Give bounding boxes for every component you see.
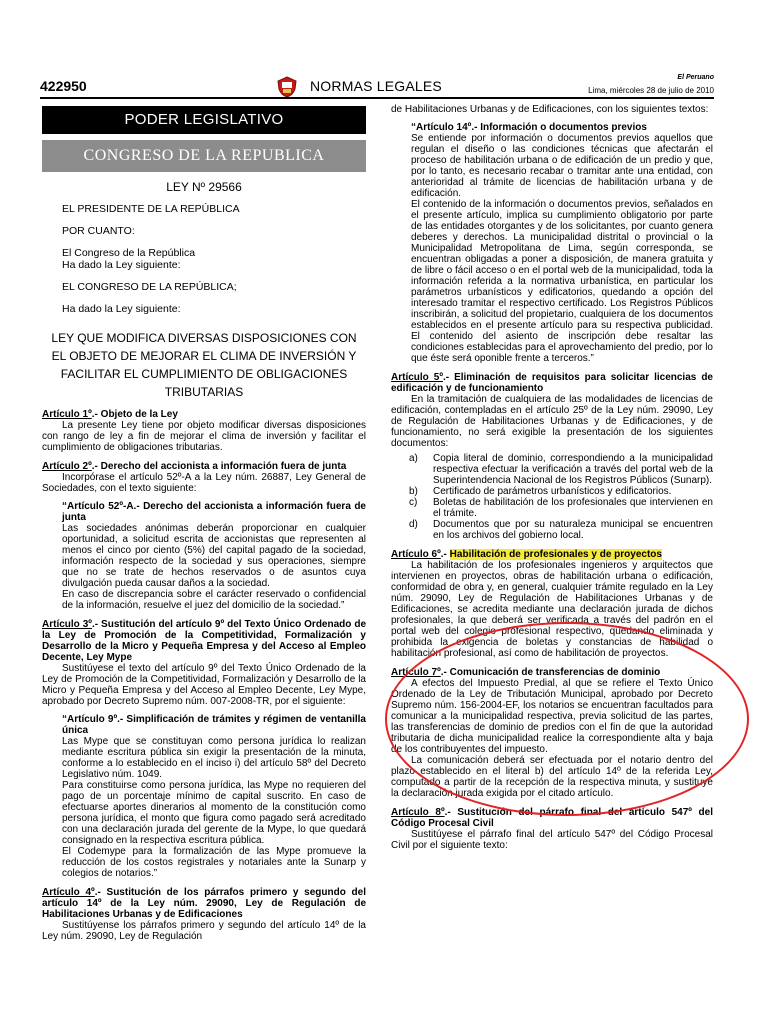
- article-4-text: Sustitúyense los párrafos primero y segundo del artículo 14º de la Ley núm. 29090, Ley de Regulación: [42, 920, 366, 942]
- article-8-label: Artículo 8º: [391, 807, 445, 818]
- article-5-label: Artículo 5º: [391, 372, 443, 383]
- article-3-text: Sustitúyese el texto del artículo 9º del Texto Único Ordenado de la Ley de Promoción de la Competitividad, Formalización y Desarrollo de la Micro y Pequeña Empresa y del Acceso al Empleo Decente, Ley Mype, aprobado por Decreto Supremo núm. 007-2008-TR, por el siguiente:: [42, 663, 366, 707]
- article-52a-paragraph-2: En caso de discrepancia sobre el carácter reservado o confidencial de la información, resuelve el juez del domicilio de la sociedad.”: [62, 589, 366, 611]
- ha-dado: Ha dado la Ley siguiente:: [62, 303, 181, 315]
- article-14-heading: “Artículo 14º.- Información o documentos previos: [411, 122, 647, 133]
- article-2-heading: [42, 461, 366, 472]
- article-1-title: .- Objeto de la Ley: [91, 409, 178, 420]
- congreso-caps: EL CONGRESO DE LA REPÚBLICA;: [62, 281, 237, 293]
- article-14-paragraph-1: Se entiende por información o documentos previos aquellos que regulan el diseño o las condiciones técnicas que afectarán el proceso de habilitación urbana o de edificación de un predio y que, por lo tanto, es necesario recabar o tramitar ante una entidad, con anterioridad al trámite de licencias de habilitación urbana y de edificación.: [411, 133, 713, 199]
- continuation-text: de Habilitaciones Urbanas y de Edificaciones, con los siguientes textos:: [391, 104, 709, 115]
- red-annotation-circle: [385, 622, 749, 816]
- article-3-label: Artículo 3º: [42, 619, 92, 630]
- article-4-title: .- Sustitución de los párrafos primero y segundo del artículo 14º de la Ley núm. 29090, Ley de Regulación de Habilitaciones Urbanas y de Edificaciones: [42, 887, 366, 920]
- article-9-paragraph-3: El Codemype para la formalización de las Mype promueve la reducción de los costos registrales y notariales ante la Sunarp y colegios de notarios.”: [62, 846, 366, 879]
- section-title: NORMAS LEGALES: [310, 78, 442, 94]
- article-7-label: Artículo 7º: [391, 667, 441, 678]
- article-5-title: .- Eliminación de requisitos para solicitar licencias de edificación y de funcionamiento: [391, 372, 713, 394]
- article-5-heading: [391, 372, 713, 394]
- page-number: 422950: [40, 78, 87, 94]
- article-9-paragraph-1: Las Mype que se constituyan como persona jurídica lo realizan mediante escritura pública sin exigir la presentación de la minuta, conforme a lo establecido en el inciso i) del artículo 58º del Decreto Legislativo núm. 1049.: [62, 736, 366, 780]
- article-1-label: Artículo 1º: [42, 409, 92, 420]
- article-2-label: Artículo 2º: [42, 461, 92, 472]
- por-cuanto: POR CUANTO:: [62, 225, 135, 237]
- congreso-line-2: Ha dado la Ley siguiente:: [62, 259, 181, 271]
- article-3-title: .- Sustitución del artículo 9º del Texto Único Ordenado de la Ley de Promoción de la Competitividad, Formalización y Desarrollo de la Micro y Pequeña Empresa y del Acceso al Empleo Decente, Ley Mype: [42, 619, 367, 663]
- article-1-heading: [42, 409, 366, 420]
- article-4-heading: [42, 887, 366, 920]
- article-7-title: .- Comunicación de transferencias de dominio: [440, 667, 661, 678]
- article-5-list: [409, 453, 713, 541]
- list-item: d) Documentos que por su naturaleza municipal se encuentren en los archivos del gobierno local.: [409, 519, 713, 541]
- section-banner: PODER LEGISLATIVO: [42, 106, 366, 134]
- article-4-label: Artículo 4º: [42, 887, 95, 898]
- list-item: b) Certificado de parámetros urbanísticos y edificatorios.: [409, 486, 672, 497]
- article-52a-quote: [42, 501, 366, 611]
- newspaper-name: El Peruano: [677, 74, 714, 81]
- article-8-text: Sustitúyese el párrafo final del artículo 547º del Código Procesal Civil por el siguiente texto:: [391, 829, 713, 851]
- article-6-separator: .-: [440, 549, 450, 560]
- article-9-paragraph-2: Para constituirse como persona jurídica, las Mype no requieren del pago de un porcentaje mínimo de capital suscrito. En caso de efectuarse aportes dinerarios al momento de la constitución como persona jurídica, el monto que figura como pagado será acreditado con una declaración jurada del gerente de la Mype, lo que quedará consignado en la respectiva escritura pública.: [62, 780, 366, 846]
- left-column: [42, 104, 366, 942]
- article-6-label: Artículo 6º: [391, 549, 441, 560]
- president-line: EL PRESIDENTE DE LA REPÚBLICA: [62, 203, 240, 215]
- article-52a-heading: “Artículo 52º-A.- Derecho del accionista a información fuera de junta: [62, 501, 366, 523]
- congreso-line-1: El Congreso de la República: [62, 247, 196, 259]
- article-6-heading: [391, 549, 713, 560]
- article-14-paragraph-2: El contenido de la información o documentos previos, señalados en el presente artículo, implica su cumplimiento obligatorio por parte de las entidades otorgantes y de los solicitantes, por cuanto genera deberes y derechos. La municipalidad distrital o provincial o la Municipalidad Metropolitana de Lima, según corresponda, se encuentran obligadas a poner a disposición, de manera gratuita y de libre o fácil acceso o en el portal web de la municipalidad, toda la información referida a la normativa urbanística, en particular los parámetros urbanísticos y edificatorios, quedando a opción del interesado tramitar el respectivo certificado. Los Registros Públicos inscribirán, a solicitud del propietario, cualquiera de los documentos establecidos en el presente artículo para su respectiva publicidad. El contenido del asiento de inscripción debe resaltar las condiciones establecidas para el aprovechamiento del predio, por lo que éste será oponible frente a terceros.”: [411, 199, 713, 364]
- issue-date: Lima, miércoles 28 de julio de 2010: [588, 86, 714, 95]
- article-8-title: .- Sustitución del párrafo final del artículo 547º del Código Procesal Civil: [391, 807, 713, 829]
- article-2-text: Incorpórase el artículo 52º-A a la Ley núm. 26887, Ley General de Sociedades, con el texto siguiente:: [42, 472, 366, 494]
- list-item: c) Boletas de habilitación de los profesionales que intervienen en el trámite.: [409, 497, 713, 519]
- law-number: LEY Nº 29566: [166, 180, 242, 194]
- coat-of-arms-icon: [276, 76, 298, 98]
- article-52a-paragraph-1: Las sociedades anónimas deberán proporcionar en cualquier oportunidad, a solicitud escrita de accionistas que representen al menos el cinco por ciento (5%) del capital pagado de la sociedad, información respecto de la sociedad y sus operaciones, siempre que no se trate de hechos reservados o de asuntos cuya divulgación pueda causar daños a la sociedad.: [62, 523, 366, 589]
- article-6-title-highlight: Habilitación de profesionales y de proyectos: [449, 549, 662, 560]
- article-7-paragraph-1: A efectos del Impuesto Predial, al que se refiere el Texto Único Ordenado de la Ley de Tributación Municipal, aprobado por Decreto Supremo núm. 156-2004-EF, los notarios se encuentran facultados para comunicar a la municipalidad respectiva, previa solicitud de las partes, las transferencias de dominio de predios con el fin de que la autoridad tributaria de dicha municipalidad realice la correspondiente alta y baja de los contribuyentes del impuesto.: [391, 678, 713, 755]
- article-14-quote: [391, 122, 713, 364]
- article-3-heading: [42, 619, 366, 663]
- law-title: LEY QUE MODIFICA DIVERSAS DISPOSICIONES CON EL OBJETO DE MEJORAR EL CLIMA DE INVERSIÓN Y FACILITAR EL CUMPLIMIENTO DE OBLIGACIONES TRIBUTARIAS: [51, 331, 357, 399]
- list-item: a) Copia literal de dominio, correspondiendo a la municipalidad respectiva efectuar la verificación a través del portal web de la Superintendencia Nacional de los Registros Públicos (Sunarp).: [409, 453, 713, 486]
- article-1-text: La presente Ley tiene por objeto modificar diversas disposiciones con rango de ley a fin de mejorar el clima de inversión y facilitar el cumplimiento de obligaciones tributarias.: [42, 420, 366, 453]
- header-divider: [40, 97, 714, 99]
- article-2-title: .- Derecho del accionista a información fuera de junta: [91, 461, 347, 472]
- article-7-paragraph-2: La comunicación deberá ser efectuada por el notario dentro del plazo establecido en el literal b) del artículo 14º de la referida Ley, computado a partir de la recepción de la respectiva minuta, y sustituye la declaración jurada exigida por el citado artículo.: [391, 755, 713, 799]
- article-9-heading: “Artículo 9º.- Simplificación de trámites y régimen de ventanilla única: [62, 714, 366, 736]
- article-6-text: La habilitación de los profesionales ingenieros y arquitectos que intervienen en proyectos, obras de habilitación urbana o edificación, conformidad de obra y, en general, cualquier trámite regulado en la Ley núm. 29090, Ley de Regulación de Habilitaciones Urbanas y de Edificaciones, se acredita mediante una declaración jurada de dichos profesionales, la que deberá ser verificada a través del padrón en el portal web del colegio profesional respectivo, quedando eliminada y prohibida la exigencia de boletas y constancias de habilidad o habilitación profesional, así como de habilitación de proyectos.: [391, 560, 713, 659]
- congress-banner: CONGRESO DE LA REPUBLICA: [42, 140, 366, 172]
- article-9-quote: [42, 714, 366, 879]
- article-5-text: En la tramitación de cualquiera de las modalidades de licencias de edificación, contempladas en el artículo 25º de la Ley núm. 29090, Ley de Regulación de Habilitaciones Urbanas y de Edificaciones, y de funcionamiento, no será exigible la presentación de los siguientes documentos:: [391, 394, 713, 449]
